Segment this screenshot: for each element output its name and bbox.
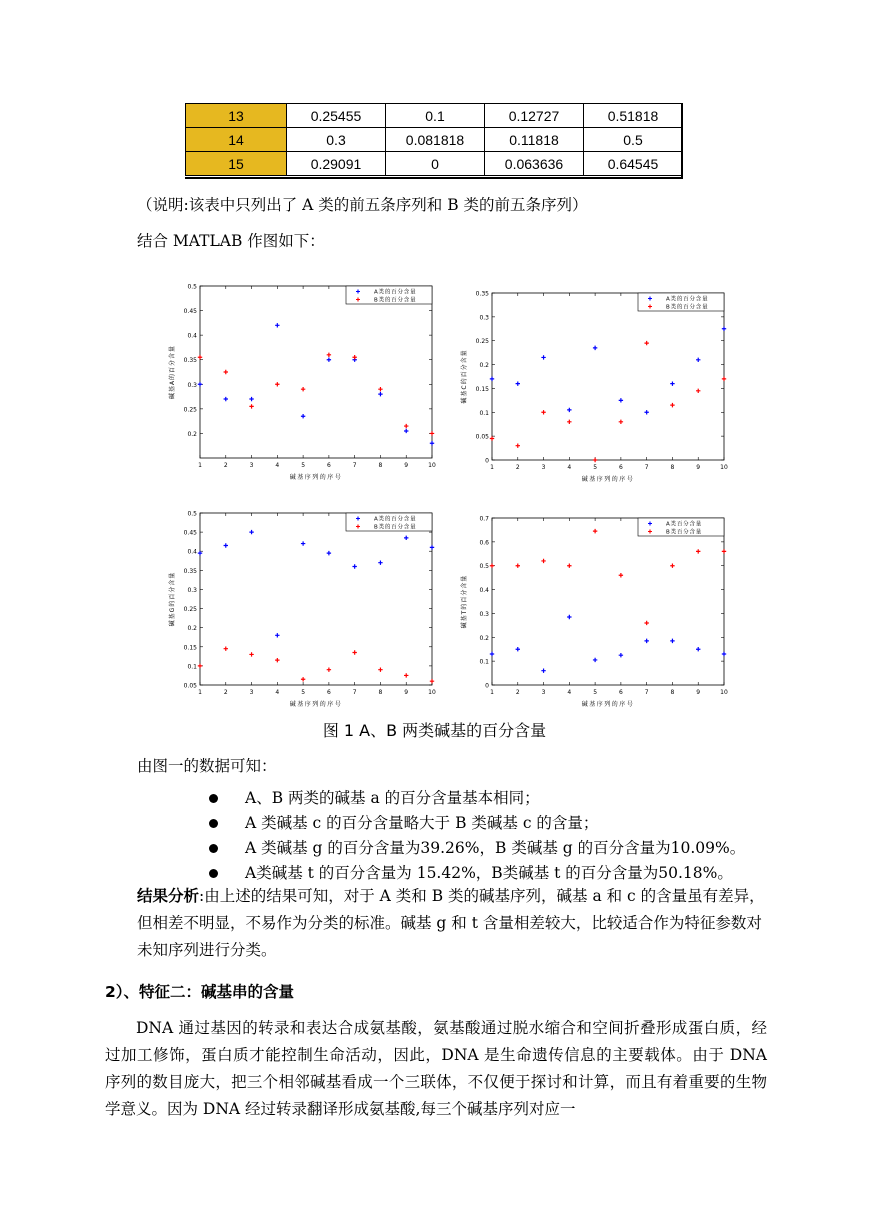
figure-caption: 图 1 A、B 两类碱基的百分含量 [322, 721, 547, 740]
y-tick-label: 0.7 [479, 515, 489, 523]
x-axis-label: 碱基序列的序号 [289, 701, 343, 708]
x-tick-label: 7 [352, 462, 357, 469]
x-tick-label: 4 [275, 689, 280, 696]
y-axis-label: 碱基T的百分含量 [461, 574, 468, 629]
y-tick-label: 0.1 [479, 658, 489, 666]
x-tick-label: 6 [618, 689, 623, 696]
y-tick-label: 0.35 [183, 357, 197, 365]
y-tick-label: 0.15 [475, 385, 489, 393]
value-cell-a: 0.25455 [287, 104, 386, 128]
value-cell-a: 0.3 [287, 128, 386, 152]
result-analysis [137, 883, 767, 964]
value-cell-g: 0.11818 [485, 128, 584, 152]
table-row [186, 128, 683, 152]
result-label: 结果分析 [137, 887, 200, 905]
x-tick-label: 8 [670, 689, 675, 696]
list-item: A类碱基 t 的百分含量为 15.42%，B类碱基 t 的百分含量为50.18%。 [207, 861, 745, 886]
legend-label: B类的百分含量 [374, 297, 417, 304]
plot-frame [492, 293, 724, 460]
y-tick-label: 0.3 [479, 610, 489, 618]
x-tick-label: 8 [378, 689, 383, 696]
value-cell-t: 0.51818 [584, 104, 683, 128]
x-tick-label: 9 [404, 462, 409, 469]
x-tick-label: 10 [720, 689, 728, 696]
legend-label: A类的百分含量 [666, 296, 709, 303]
x-tick-label: 9 [696, 464, 701, 471]
x-tick-label: 9 [404, 689, 409, 696]
x-tick-label: 5 [301, 462, 306, 469]
y-tick-label: 0.5 [479, 563, 489, 571]
x-tick-label: 2 [223, 462, 228, 469]
y-tick-label: 0.2 [187, 625, 197, 633]
x-tick-label: 9 [696, 689, 701, 696]
x-tick-label: 8 [378, 462, 383, 469]
x-tick-label: 1 [490, 689, 494, 696]
list-item: A 类碱基 g 的百分含量为39.26%，B 类碱基 g 的百分含量为10.09%。 [207, 836, 745, 861]
x-tick-label: 2 [515, 464, 520, 471]
body-paragraph: DNA 通过基因的转录和表达合成氨基酸，氨基酸通过脱水缩合和空间折叠形成蛋白质，经过加工修饰，蛋白质才能控制生命活动，因此，DNA 是生命遗传信息的主要载体。由于 DNA 序列的数目庞大，把三个相邻碱基看成一个三联体，不仅便于探讨和计算，而且有着重要的生物学意义。因为 DNA 经过转录翻译形成氨基酸,每三个碱基序列对应一 [105, 1019, 767, 1118]
y-tick-label: 0.5 [187, 510, 197, 518]
x-tick-label: 10 [428, 689, 436, 696]
list-item: A、B 两类的碱基 a 的百分含量基本相同； [207, 786, 745, 811]
y-tick-label: 0.2 [479, 634, 489, 642]
x-tick-label: 4 [567, 689, 572, 696]
x-tick-label: 6 [326, 462, 331, 469]
plot-frame [200, 286, 432, 458]
y-tick-label: 0.4 [187, 332, 197, 340]
y-tick-label: 0.45 [183, 308, 197, 316]
table-shadow-bottom [185, 177, 683, 179]
x-axis-label: 碱基序列的序号 [289, 474, 343, 481]
y-tick-label: 0.15 [183, 644, 197, 652]
value-cell-a: 0.29091 [287, 152, 386, 176]
section-heading: 2）、特征二：碱基串的含量 [105, 983, 295, 1001]
from-text: 由图一的数据可知： [137, 757, 277, 775]
value-cell-c: 0.081818 [386, 128, 485, 152]
bullet-icon [209, 819, 218, 828]
table-row [186, 104, 683, 128]
y-tick-label: 0.05 [475, 433, 489, 441]
value-cell-t: 0.64545 [584, 152, 683, 176]
legend-label: B类的百分含量 [666, 304, 709, 311]
legend-label: B类百分含量 [666, 529, 703, 536]
x-tick-label: 1 [198, 462, 202, 469]
result-text: :由上述的结果可知，对于 A 类和 B 类的碱基序列，碱基 a 和 c 的含量虽有差异，但相差不明显，不易作为分类的标准。碱基 g 和 t 含量相差较大，比较适合作为特征参数对未知序列进行分类。 [137, 887, 765, 959]
x-tick-label: 5 [593, 689, 598, 696]
plot-frame [200, 513, 432, 685]
y-tick-label: 0.45 [183, 529, 197, 537]
y-tick-label: 0.25 [183, 406, 197, 414]
value-cell-g: 0.12727 [485, 104, 584, 128]
x-tick-label: 3 [541, 689, 546, 696]
y-tick-label: 0.3 [479, 314, 489, 322]
y-tick-label: 0.4 [187, 548, 197, 556]
bullet-icon [209, 794, 218, 803]
y-tick-label: 0.35 [183, 567, 197, 575]
x-axis-label: 碱基序列的序号 [581, 476, 635, 483]
chart-g [160, 505, 440, 719]
bullet-list [207, 786, 745, 886]
chart-a [160, 278, 440, 492]
legend-label: A类百分含量 [666, 521, 703, 528]
y-tick-label: 0 [485, 457, 489, 465]
y-tick-label: 0.4 [479, 587, 489, 595]
row-index-cell: 14 [186, 128, 287, 152]
table-shadow [681, 103, 683, 179]
y-axis-label: 碱基A的百分含量 [169, 344, 176, 400]
x-tick-label: 7 [644, 689, 649, 696]
x-tick-label: 3 [541, 464, 546, 471]
x-tick-label: 7 [352, 689, 357, 696]
table-note: （说明:该表中只列出了 A 类的前五条序列和 B 类的前五条序列） [137, 196, 588, 214]
x-axis-label: 碱基序列的序号 [581, 701, 635, 708]
x-tick-label: 1 [490, 464, 494, 471]
x-tick-label: 6 [618, 464, 623, 471]
y-axis-label: 碱基G的百分含量 [169, 571, 176, 627]
y-tick-label: 0.25 [183, 606, 197, 614]
x-tick-label: 2 [515, 689, 520, 696]
table-row [186, 152, 683, 176]
value-cell-c: 0.1 [386, 104, 485, 128]
legend-label: B类的百分含量 [374, 524, 417, 531]
y-tick-label: 0.05 [183, 682, 197, 690]
x-tick-label: 8 [670, 464, 675, 471]
value-cell-t: 0.5 [584, 128, 683, 152]
x-tick-label: 3 [249, 462, 254, 469]
y-tick-label: 0.1 [187, 663, 197, 671]
list-item: A 类碱基 c 的百分含量略大于 B 类碱基 c 的含量； [207, 811, 745, 836]
x-tick-label: 2 [223, 689, 228, 696]
y-tick-label: 0.25 [475, 338, 489, 346]
x-tick-label: 6 [326, 689, 331, 696]
value-cell-g: 0.063636 [485, 152, 584, 176]
legend-label: A类的百分含量 [374, 289, 417, 296]
data-table [185, 103, 683, 176]
y-tick-label: 0.2 [187, 430, 197, 438]
chart-c [452, 285, 732, 494]
chart-t [452, 510, 732, 719]
y-tick-label: 0.1 [479, 409, 489, 417]
bullet-icon [209, 869, 218, 878]
value-cell-c: 0 [386, 152, 485, 176]
x-tick-label: 10 [720, 464, 728, 471]
row-index-cell: 13 [186, 104, 287, 128]
x-tick-label: 5 [593, 464, 598, 471]
intro-text: 结合 MATLAB 作图如下： [137, 232, 325, 250]
row-index-cell: 15 [186, 152, 287, 176]
y-tick-label: 0.6 [479, 539, 489, 547]
y-tick-label: 0.35 [475, 290, 489, 298]
plot-frame [492, 518, 724, 685]
y-tick-label: 0.3 [187, 586, 197, 594]
x-tick-label: 7 [644, 464, 649, 471]
y-tick-label: 0.3 [187, 381, 197, 389]
legend-label: A类的百分含量 [374, 516, 417, 523]
y-tick-label: 0.5 [187, 283, 197, 291]
x-tick-label: 10 [428, 462, 436, 469]
x-tick-label: 3 [249, 689, 254, 696]
y-tick-label: 0 [485, 682, 489, 690]
y-tick-label: 0.2 [479, 362, 489, 370]
x-tick-label: 1 [198, 689, 202, 696]
x-tick-label: 4 [567, 464, 572, 471]
x-tick-label: 4 [275, 462, 280, 469]
y-axis-label: 碱基C的百分含量 [461, 349, 468, 404]
bullet-icon [209, 844, 218, 853]
x-tick-label: 5 [301, 689, 306, 696]
